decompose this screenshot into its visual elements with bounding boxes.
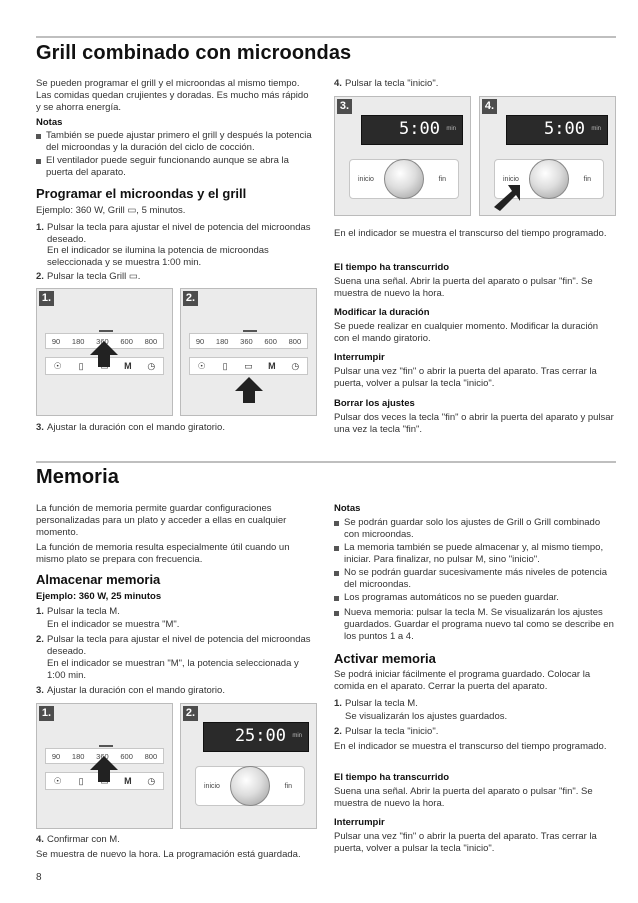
bottle-icon[interactable]: ▯	[78, 775, 84, 786]
memory-m-icon[interactable]: M	[124, 361, 132, 371]
memoria-note: No se podrán guardar sucesivamente más niveles de potencia del microondas.	[334, 567, 616, 591]
clock-icon[interactable]: ◷	[291, 360, 300, 371]
step-2: 2. Pulsar la tecla Grill ▭.	[36, 271, 141, 282]
panel-1	[36, 288, 173, 416]
memory-m-icon[interactable]: M	[268, 361, 276, 371]
panel-label: 1.	[39, 706, 54, 721]
section-title-grill: Grill combinado con microondas	[36, 42, 352, 64]
panel-2	[180, 288, 317, 416]
panel-label: 2.	[183, 706, 198, 721]
modify-text: Se puede realizar en cualquier momento. Modificar la duración con el mando giratorio.	[334, 321, 599, 344]
after-start-text: En el indicador se muestra el transcurso del tiempo programado.	[334, 228, 607, 239]
memoria-intro-1: La función de memoria permite guardar configuraciones personalizadas para un plato y acceder a ellas en cualquier momento.	[36, 503, 287, 538]
activate-intro: Se podrá iniciar fácilmente el programa guardado. Colocar la comida en el aparato. Cerrar la puerta del aparato.	[334, 669, 591, 692]
inicio-label[interactable]: inicio	[358, 176, 374, 183]
panel-label: 3.	[337, 99, 352, 114]
press-arrow	[490, 183, 524, 213]
plate-icon[interactable]: ☉	[53, 360, 62, 371]
memoria-elapsed-text: Suena una señal. Abrir la puerta del aparato o pulsar "fin". Se muestra de nuevo la hora.	[334, 786, 593, 809]
program-example: Ejemplo: 360 W, Grill ▭, 5 minutos.	[36, 205, 186, 216]
panel-3	[334, 96, 471, 216]
activate-step-2: 2. Pulsar la tecla "inicio".	[334, 726, 439, 737]
rotary-knob[interactable]	[529, 159, 569, 199]
function-keys[interactable]	[189, 357, 308, 375]
store-step-3: 3. Ajustar la duración con el mando giratorio.	[36, 685, 225, 696]
section-title-memoria: Memoria	[36, 466, 119, 488]
memory-m-icon[interactable]: M	[124, 776, 132, 786]
memoria-interrupt-heading: Interrumpir	[334, 817, 385, 828]
grill-icon[interactable]: ▭	[244, 360, 253, 371]
store-step-1: 1. Pulsar la tecla M.	[36, 606, 120, 617]
elapsed-heading: El tiempo ha transcurrido	[334, 262, 450, 273]
press-arrow	[235, 377, 263, 391]
panel-label: 1.	[39, 291, 54, 306]
store-step-2: 2. Pulsar la tecla para ajustar el nivel de potencia del microondas deseado.	[36, 634, 311, 657]
selected-level-marker	[243, 330, 257, 332]
rotary-knob[interactable]	[230, 766, 270, 806]
panel-label: 4.	[482, 99, 497, 114]
top-rule	[36, 36, 616, 38]
clear-text: Pulsar dos veces la tecla "fin" o abrir la puerta del aparato y pulsar una vez la tecla "fin".	[334, 412, 614, 435]
memoria-rule	[36, 461, 616, 463]
activate-heading: Activar memoria	[334, 651, 436, 666]
page-number: 8	[36, 872, 42, 883]
memory-panel-1	[36, 703, 173, 829]
clock-icon[interactable]: ◷	[147, 360, 156, 371]
step-4: 4. Pulsar la tecla "inicio".	[334, 78, 439, 89]
selected-level-marker	[99, 330, 113, 332]
memory-panel-2	[180, 703, 317, 829]
modify-heading: Modificar la duración	[334, 307, 430, 318]
store-after: Se muestra de nuevo la hora. La programación está guardada.	[36, 849, 301, 860]
grill-intro: Se pueden programar el grill y el microondas al mismo tiempo. Las comidas quedan crujientes y doradas. Es mucho más rápido y se ahorra energía.	[36, 78, 309, 113]
selected-level-marker	[99, 745, 113, 747]
bottle-icon[interactable]: ▯	[222, 360, 228, 371]
note-item: También se puede ajustar primero el grill y después la potencia del microondas y la duración del ciclo de cocción.	[36, 130, 314, 154]
clear-heading: Borrar los ajustes	[334, 398, 415, 409]
memoria-elapsed-heading: El tiempo ha transcurrido	[334, 772, 450, 783]
step-1: 1. Pulsar la tecla para ajustar el nivel de potencia del microondas deseado.	[36, 222, 311, 245]
activate-step-1: 1. Pulsar la tecla M.	[334, 698, 418, 709]
activate-step-1-detail: Se visualizarán los ajustes guardados.	[345, 711, 508, 722]
fin-label[interactable]: fin	[438, 176, 446, 183]
elapsed-text: Suena una señal. Abrir la puerta del aparato o pulsar "fin". Se muestra de nuevo la hora.	[334, 276, 593, 299]
store-step-2-detail: En el indicador se muestran "M", la potencia seleccionada y 1:00 min.	[47, 658, 299, 681]
program-heading: Programar el microondas y el grill	[36, 186, 247, 201]
step-1-detail: En el indicador se ilumina la potencia de microondas seleccionada y se muestra 1:00 min.	[47, 245, 269, 268]
plate-icon[interactable]: ☉	[53, 775, 62, 786]
memoria-note: Nueva memoria: pulsar la tecla M. Se visualizarán los ajustes guardados. Guardar el programa nuevo tal como se describe en los puntos 1 a 4.	[334, 607, 616, 642]
store-example: Ejemplo: 360 W, 25 minutos	[36, 591, 162, 602]
memoria-note: Se podrán guardar solo los ajustes de Grill o Grill combinado con microondas.	[334, 517, 616, 541]
timer-display: 5:00 min	[506, 115, 608, 145]
memoria-note: La memoria también se puede almacenar y, al mismo tiempo, iniciar. Para finalizar, no pulsar M, sino "inicio".	[334, 542, 616, 566]
rotary-knob[interactable]	[384, 159, 424, 199]
memoria-intro-2: La función de memoria resulta especialmente útil cuando un mismo plato se prepara con frecuencia.	[36, 542, 290, 565]
step-3: 3. Ajustar la duración con el mando giratorio.	[36, 422, 225, 433]
memoria-note: Los programas automáticos no se pueden guardar.	[334, 592, 616, 604]
press-arrow	[90, 341, 118, 355]
power-scale: 90 180 360 600 800	[189, 333, 308, 349]
inicio-label[interactable]: inicio	[204, 783, 220, 790]
store-step-1-detail: En el indicador se muestra "M".	[47, 619, 180, 630]
timer-display: 25:00 min	[203, 722, 309, 752]
store-step-4: 4. Confirmar con M.	[36, 834, 120, 845]
activate-after: En el indicador se muestra el transcurso del tiempo programado.	[334, 741, 607, 752]
note-item: El ventilador puede seguir funcionando aunque se abra la puerta del aparato.	[36, 155, 314, 179]
memoria-interrupt-text: Pulsar una vez "fin" o abrir la puerta del aparato. Tras cerrar la puerta, volver a pulsar la tecla "inicio".	[334, 831, 597, 854]
fin-label[interactable]: fin	[583, 176, 591, 183]
fin-label[interactable]: fin	[284, 783, 292, 790]
plate-icon[interactable]: ☉	[197, 360, 206, 371]
panel-4	[479, 96, 616, 216]
clock-icon[interactable]: ◷	[147, 775, 156, 786]
power-scale: 90 180 360 600 800	[45, 333, 164, 349]
store-heading: Almacenar memoria	[36, 572, 161, 587]
interrupt-text: Pulsar una vez "fin" o abrir la puerta del aparato. Tras cerrar la puerta, volver a pulsar la tecla "inicio".	[334, 366, 597, 389]
memoria-notes-heading: Notas	[334, 503, 361, 514]
power-scale: 90 180 360 600 800	[45, 748, 164, 764]
notes-heading: Notas	[36, 117, 63, 128]
inicio-label[interactable]: inicio	[503, 176, 519, 183]
bottle-icon[interactable]: ▯	[78, 360, 84, 371]
press-arrow	[90, 756, 118, 770]
timer-display: 5:00 min	[361, 115, 463, 145]
panel-label: 2.	[183, 291, 198, 306]
interrupt-heading: Interrumpir	[334, 352, 385, 363]
